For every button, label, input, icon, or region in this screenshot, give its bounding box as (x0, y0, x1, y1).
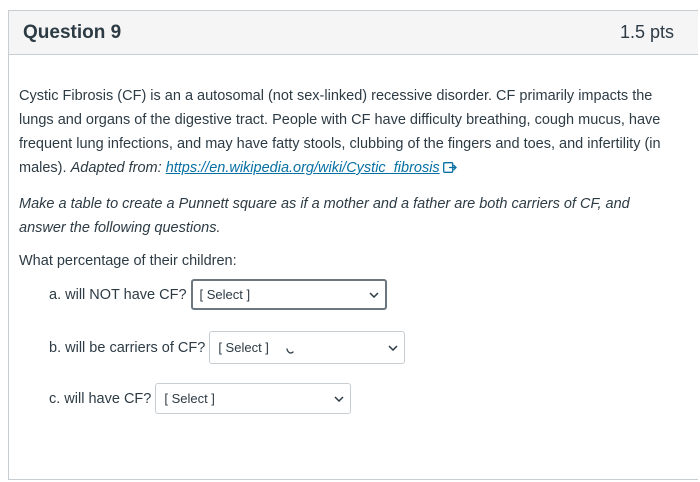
answer-row-c (49, 383, 351, 414)
question-text (19, 84, 669, 273)
answer-select-a[interactable] (191, 279, 387, 310)
intro-paragraph (19, 84, 669, 180)
external-link-icon (443, 162, 457, 173)
chevron-down-icon (388, 345, 398, 351)
answer-label-a: a. will NOT have CF? (49, 286, 187, 303)
answer-select-c[interactable] (155, 383, 351, 414)
instruction-text: Make a table to create a Punnett square as if a mother and a father are both carriers of CF, and answer the following questions. (19, 196, 630, 236)
answer-label-c: c. will have CF? (49, 390, 152, 407)
answer-select-a-value: [ Select ] (199, 287, 251, 302)
answer-row-b (49, 331, 405, 364)
answer-row-a (49, 279, 387, 310)
source-label: Adapted from: (70, 160, 162, 176)
question-title: Question 9 (23, 21, 122, 43)
answer-label-b: b. will be carriers of CF? (49, 339, 206, 356)
source-link[interactable]: https://en.wikipedia.org/wiki/Cystic_fibrosis (165, 160, 440, 176)
prompt-text: What percentage of their children: (19, 253, 237, 269)
question-header (9, 11, 698, 55)
intro-text: Cystic Fibrosis (CF) is an a autosomal (not sex-linked) recessive disorder. CF primarily impacts the lungs and organs of the digestive tract. People with CF have difficulty breathing, cough mucus, have frequent lung infections, and may have fatty stools, clubbing of the fingers and toes, and infertility (in males). (19, 88, 661, 176)
chevron-down-icon (369, 292, 379, 298)
answer-select-b[interactable] (209, 331, 405, 364)
mouse-cursor-icon (286, 348, 294, 355)
question-points: 1.5 pts (619, 22, 674, 42)
chevron-down-icon (334, 396, 344, 402)
answer-select-c-value: [ Select ] (164, 391, 215, 406)
answer-select-b-value: [ Select ] (218, 340, 269, 355)
